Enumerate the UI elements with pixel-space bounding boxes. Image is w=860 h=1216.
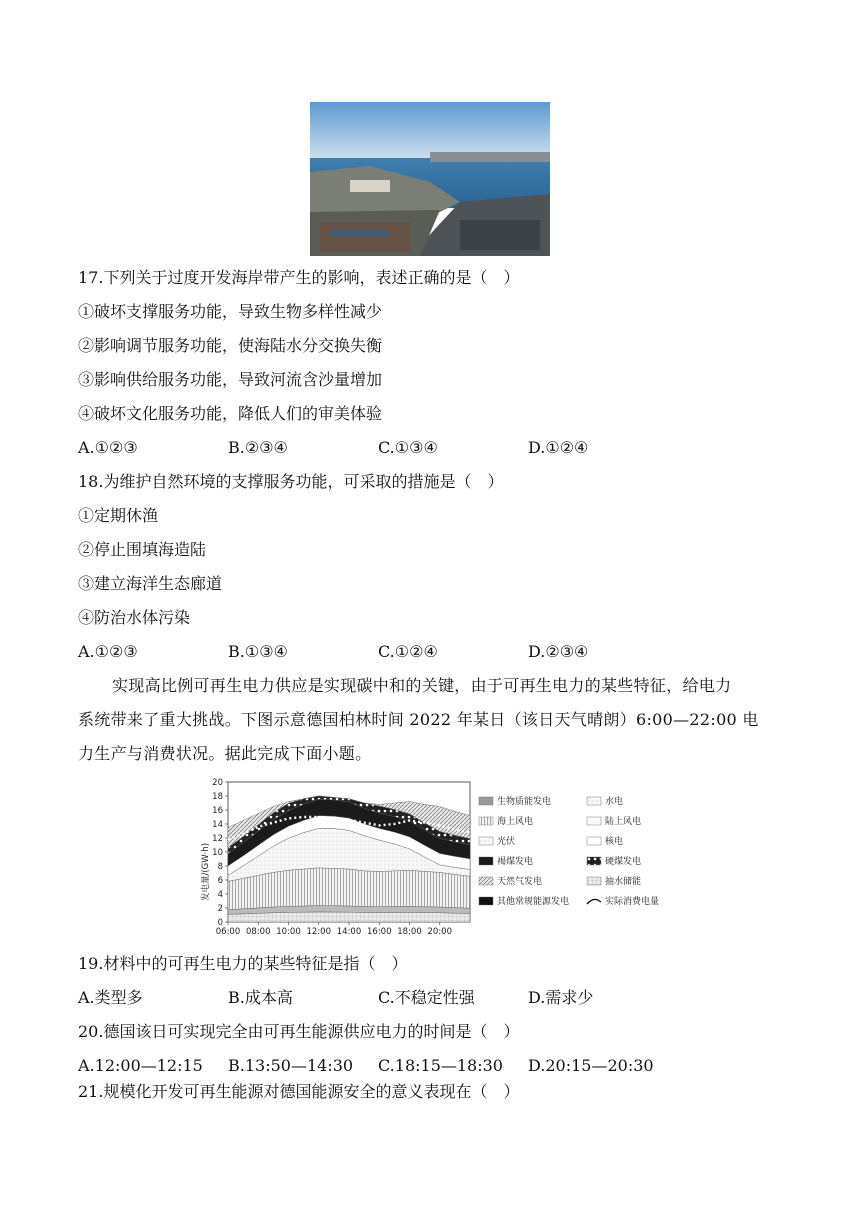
q17-item-4: ④破坏文化服务功能，降低人们的审美体验 [78,404,383,423]
legend-label: 光伏 [497,837,516,847]
legend-line [587,899,601,904]
legend-swatch [479,897,493,905]
layer-other-conventional [228,912,470,922]
legend-swatch [587,877,601,885]
q20-stem: 20.德国该日可实现完全由可再生能源供应电力的时间是（ ） [78,1022,520,1041]
q17-item-3: ③影响供给服务功能，导致河流含沙量增加 [78,370,383,389]
y-tick-label: 16 [212,806,223,816]
q17-item-1: ①破坏支撑服务功能，导致生物多样性减少 [78,302,383,321]
legend-label: 海上风电 [497,817,534,827]
q18-option-d: D.②③④ [528,642,589,661]
legend-swatch [587,857,601,865]
harbor-photo [310,102,550,256]
legend-label: 硬煤发电 [605,857,642,867]
y-tick-label: 14 [212,820,223,830]
q18-item-3: ③建立海洋生态廊道 [78,574,223,593]
x-tick-label: 06:00 [215,927,241,937]
x-tick-label: 16:00 [367,927,392,937]
power-generation-chart [196,772,670,938]
q17-item-2: ②影响调节服务功能，使海陆水分交换失衡 [78,336,383,355]
legend-label: 生物质能发电 [497,797,552,807]
legend-label: 其他常规能源发电 [497,897,570,907]
q17-option-b: B.②③④ [228,438,288,457]
legend-label: 实际消费电量 [605,897,660,907]
y-tick-label: 20 [212,778,223,788]
q20-option-c: C.18:15—18:30 [378,1056,503,1075]
q18-option-b: B.①③④ [228,642,288,661]
x-tick-label: 20:00 [427,927,452,937]
q18-option-a: A.①②③ [78,642,138,661]
q18-item-1: ①定期休渔 [78,506,159,525]
legend-swatch [479,837,493,845]
legend-swatch [479,857,493,865]
x-tick-label: 14:00 [336,927,362,937]
q20-option-d: D.20:15—20:30 [528,1056,654,1075]
y-tick-label: 18 [212,792,223,802]
q18-item-4: ④防治水体污染 [78,608,191,627]
material-line-3: 力生产与消费状况。据此完成下面小题。 [78,744,372,763]
legend-label: 褐煤发电 [497,857,534,867]
q17-stem: 17.下列关于过度开发海岸带产生的影响，表述正确的是（ ） [78,268,520,287]
q19-stem: 19.材料中的可再生电力的某些特征是指（ ） [78,954,408,973]
y-tick-label: 10 [212,848,223,858]
y-tick-label: 4 [217,890,223,900]
q20-option-b: B.13:50—14:30 [228,1056,354,1075]
legend-label: 水电 [605,797,624,807]
x-tick-label: 08:00 [246,927,271,937]
legend-swatch [479,797,493,805]
q19-option-a: A.类型多 [78,988,143,1007]
legend-label: 天然气发电 [497,877,543,887]
y-tick-label: 12 [212,834,223,844]
material-line-1: 实现高比例可再生电力供应是实现碳中和的关键，由于可再生电力的某些特征，给电力 [112,676,732,695]
legend-swatch [479,877,493,885]
q18-stem: 18.为维护自然环境的支撑服务功能，可采取的措施是（ ） [78,472,504,491]
material-line-2: 系统带来了重大挑战。下图示意德国柏林时间 2022 年某日（该日天气晴朗）6:00—22:00 电 [78,710,759,729]
legend-label: 陆上风电 [605,817,642,827]
y-tick-label: 6 [217,876,223,886]
y-tick-label: 8 [217,862,223,872]
q20-option-a: A.12:00—12:15 [78,1056,203,1075]
legend-swatch [587,837,601,845]
y-tick-label: 0 [217,918,223,928]
legend-label: 抽水储能 [605,877,642,887]
legend-swatch [479,817,493,825]
q18-option-c: C.①②④ [378,642,438,661]
y-axis-label: 发电量/(GW·h) [201,842,211,902]
chart-legend [479,795,659,907]
q19-option-d: D.需求少 [528,988,594,1007]
x-tick-label: 10:00 [276,927,301,937]
q17-option-c: C.①③④ [378,438,438,457]
x-tick-label: 12:00 [306,927,331,937]
y-tick-label: 2 [217,904,223,914]
q17-option-a: A.①②③ [78,438,138,457]
q21-stem: 21.规模化开发可再生能源对德国能源安全的意义表现在（ ） [78,1082,520,1101]
legend-swatch [587,797,601,805]
x-tick-label: 18:00 [397,927,422,937]
q19-option-b: B.成本高 [228,988,293,1007]
q17-option-d: D.①②④ [528,438,589,457]
legend-label: 核电 [605,837,624,847]
q18-item-2: ②停止围填海造陆 [78,540,207,559]
legend-swatch [587,817,601,825]
q19-option-c: C.不稳定性强 [378,988,475,1007]
